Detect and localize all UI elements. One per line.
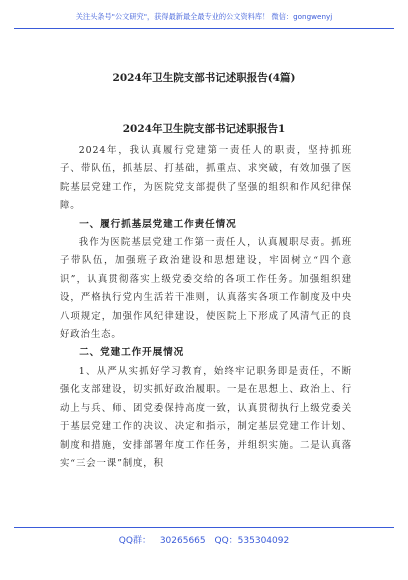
- header-note: 关注头条号"公文研究"，获得最新最全最专业的公文资料库！ 微信：gongwenyj: [75, 12, 333, 21]
- section-title: 2024年卫生院支部书记述职报告1: [122, 123, 286, 135]
- document-title: 2024年卫生院支部书记述职报告(4篇): [112, 72, 296, 84]
- footer-note: QQ群： 30265665 QQ：535304092: [118, 536, 290, 546]
- footer-divider: [14, 527, 394, 528]
- heading-responsibility: 一、履行抓基层党建工作责任情况: [79, 218, 237, 230]
- paragraph-intro: 2024年，我认真履行党建第一责任人的职责，坚持抓班子、带队伍，抓基层、打基础，抓重点、求突破，有效加强了医院基层党建工作，为医院党支部提供了坚强的组织和作风纪律保障。: [60, 145, 352, 212]
- paragraph-work-progress: 1、从严从实抓好学习教育，始终牢记职务即是责任，不断强化支部建设，切实抓好政治履职。一是在思想上、政治上、行动上与兵、师、团党委保持高度一致，认真贯彻执行上级党委关于基层党建工作的决议、决定和指示，制定基层党建工作计划、制度和措施，安排部署年度工作任务，并组织实施。二是认真落实“三会一课”制度，积: [60, 365, 352, 469]
- heading-work-progress: 二、党建工作开展情况: [79, 347, 185, 359]
- paragraph-responsibility: 我作为医院基层党建工作第一责任人，认真履职尽责。抓班子带队伍，加强班子政治建设和思想建设，牢固树立“四个意识”，认真贯彻落实上级党委交给的各项工作任务。加强组织建设，严格执行党内生活若干准则，认真落实各项工作制度及中央八项规定，加强作风纪律建设，使医院上下形成了风清气正的良好政治生态。: [60, 237, 352, 341]
- header-divider: [14, 28, 394, 29]
- document-body: [60, 142, 352, 473]
